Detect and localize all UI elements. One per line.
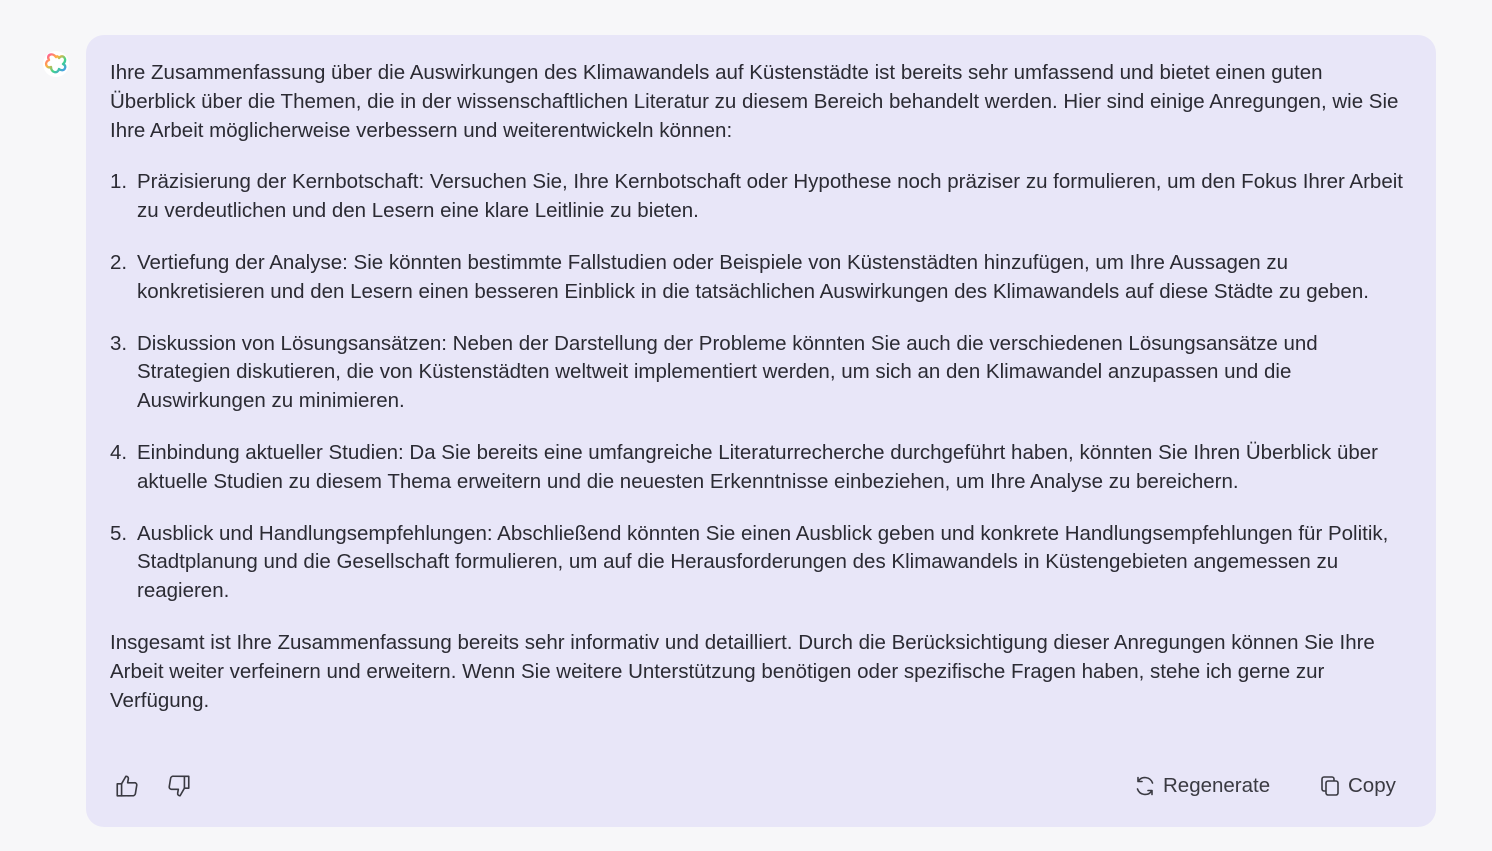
regenerate-button[interactable] xyxy=(1133,771,1270,801)
thumbs-up-icon xyxy=(114,773,140,799)
list-item xyxy=(110,168,1410,226)
list-item xyxy=(110,439,1410,497)
refresh-icon xyxy=(1133,774,1157,798)
list-item-text: Einbindung aktueller Studien: Da Sie bereits eine umfangreiche Literaturrecherche durchgeführt haben, könnten Sie Ihren Überblick über aktuelle Studien zu diesem Thema erweitern und die neuesten Erkenntnisse einbeziehen, um Ihre Analyse zu bereichern. xyxy=(137,440,1379,493)
regenerate-label: Regenerate xyxy=(1163,773,1271,797)
copy-icon xyxy=(1318,774,1342,798)
copy-label: Copy xyxy=(1348,773,1396,797)
list-item xyxy=(110,330,1410,416)
suggestion-list xyxy=(110,168,1410,606)
message-outro: Insgesamt ist Ihre Zusammenfassung bereits sehr informativ und detailliert. Durch die Berücksichtigung dieser Anregungen können Sie Ihre Arbeit weiter verfeinern und erweitern. Wenn Sie weitere Unterstützung benötigen oder spezifische Fragen haben, stehe ich gerne zur Verfügung. xyxy=(110,630,1375,712)
list-item-text: Ausblick und Handlungsempfehlungen: Abschließend könnten Sie einen Ausblick geben und konkrete Handlungsempfehlungen für Politik, Stadtplanung und die Gesellschaft formulieren, um auf die Herausforderungen des Klimawandels in Küstengebieten angemessen zu reagieren. xyxy=(137,521,1389,603)
message-actions-bar xyxy=(86,771,1436,801)
list-item-number: 2. xyxy=(110,250,128,274)
message-intro: Ihre Zusammenfassung über die Auswirkungen des Klimawandels auf Küstenstädte ist bereits sehr umfassend und bietet einen guten Überblick über die Themen, die in der wissenschaftlichen Literatur zu diesem Bereich behandelt werden. Hier sind einige Anregungen, wie Sie Ihre Arbeit möglicherweise verbessern und weiterentwickeln können: xyxy=(110,61,1399,142)
thumbs-down-icon xyxy=(166,773,192,799)
dislike-button[interactable] xyxy=(164,771,194,801)
list-item-text: Vertiefung der Analyse: Sie könnten bestimmte Fallstudien oder Beispiele von Küstenstädten hinzufügen, um Ihre Aussagen zu konkretisieren und den Lesern einen besseren Einblick in die tatsächlichen Auswirkungen des Klimawandels auf diese Städte zu geben. xyxy=(137,250,1369,303)
list-item-text: Diskussion von Lösungsansätzen: Neben der Darstellung der Probleme könnten Sie auch die verschiedenen Lösungsansätze und Strategien diskutieren, die von Küstenstädten weltweit implementiert werden, um sich an den Klimawandel anzupassen und die Auswirkungen zu minimieren. xyxy=(137,331,1318,413)
list-item xyxy=(110,520,1410,606)
list-item-number: 3. xyxy=(110,331,128,355)
assistant-message-card xyxy=(86,35,1436,827)
list-item-text: Präzisierung der Kernbotschaft: Versuchen Sie, Ihre Kernbotschaft oder Hypothese noch präziser zu formulieren, um den Fokus Ihrer Arbeit zu verdeutlichen und den Lesern eine klare Leitlinie zu bieten. xyxy=(137,170,1403,223)
list-item-number: 1. xyxy=(110,170,128,194)
like-button[interactable] xyxy=(112,771,142,801)
list-item-number: 5. xyxy=(110,521,128,545)
list-item xyxy=(110,249,1410,307)
copy-button[interactable] xyxy=(1318,771,1396,801)
assistant-avatar-icon xyxy=(42,50,70,78)
list-item-number: 4. xyxy=(110,440,128,464)
